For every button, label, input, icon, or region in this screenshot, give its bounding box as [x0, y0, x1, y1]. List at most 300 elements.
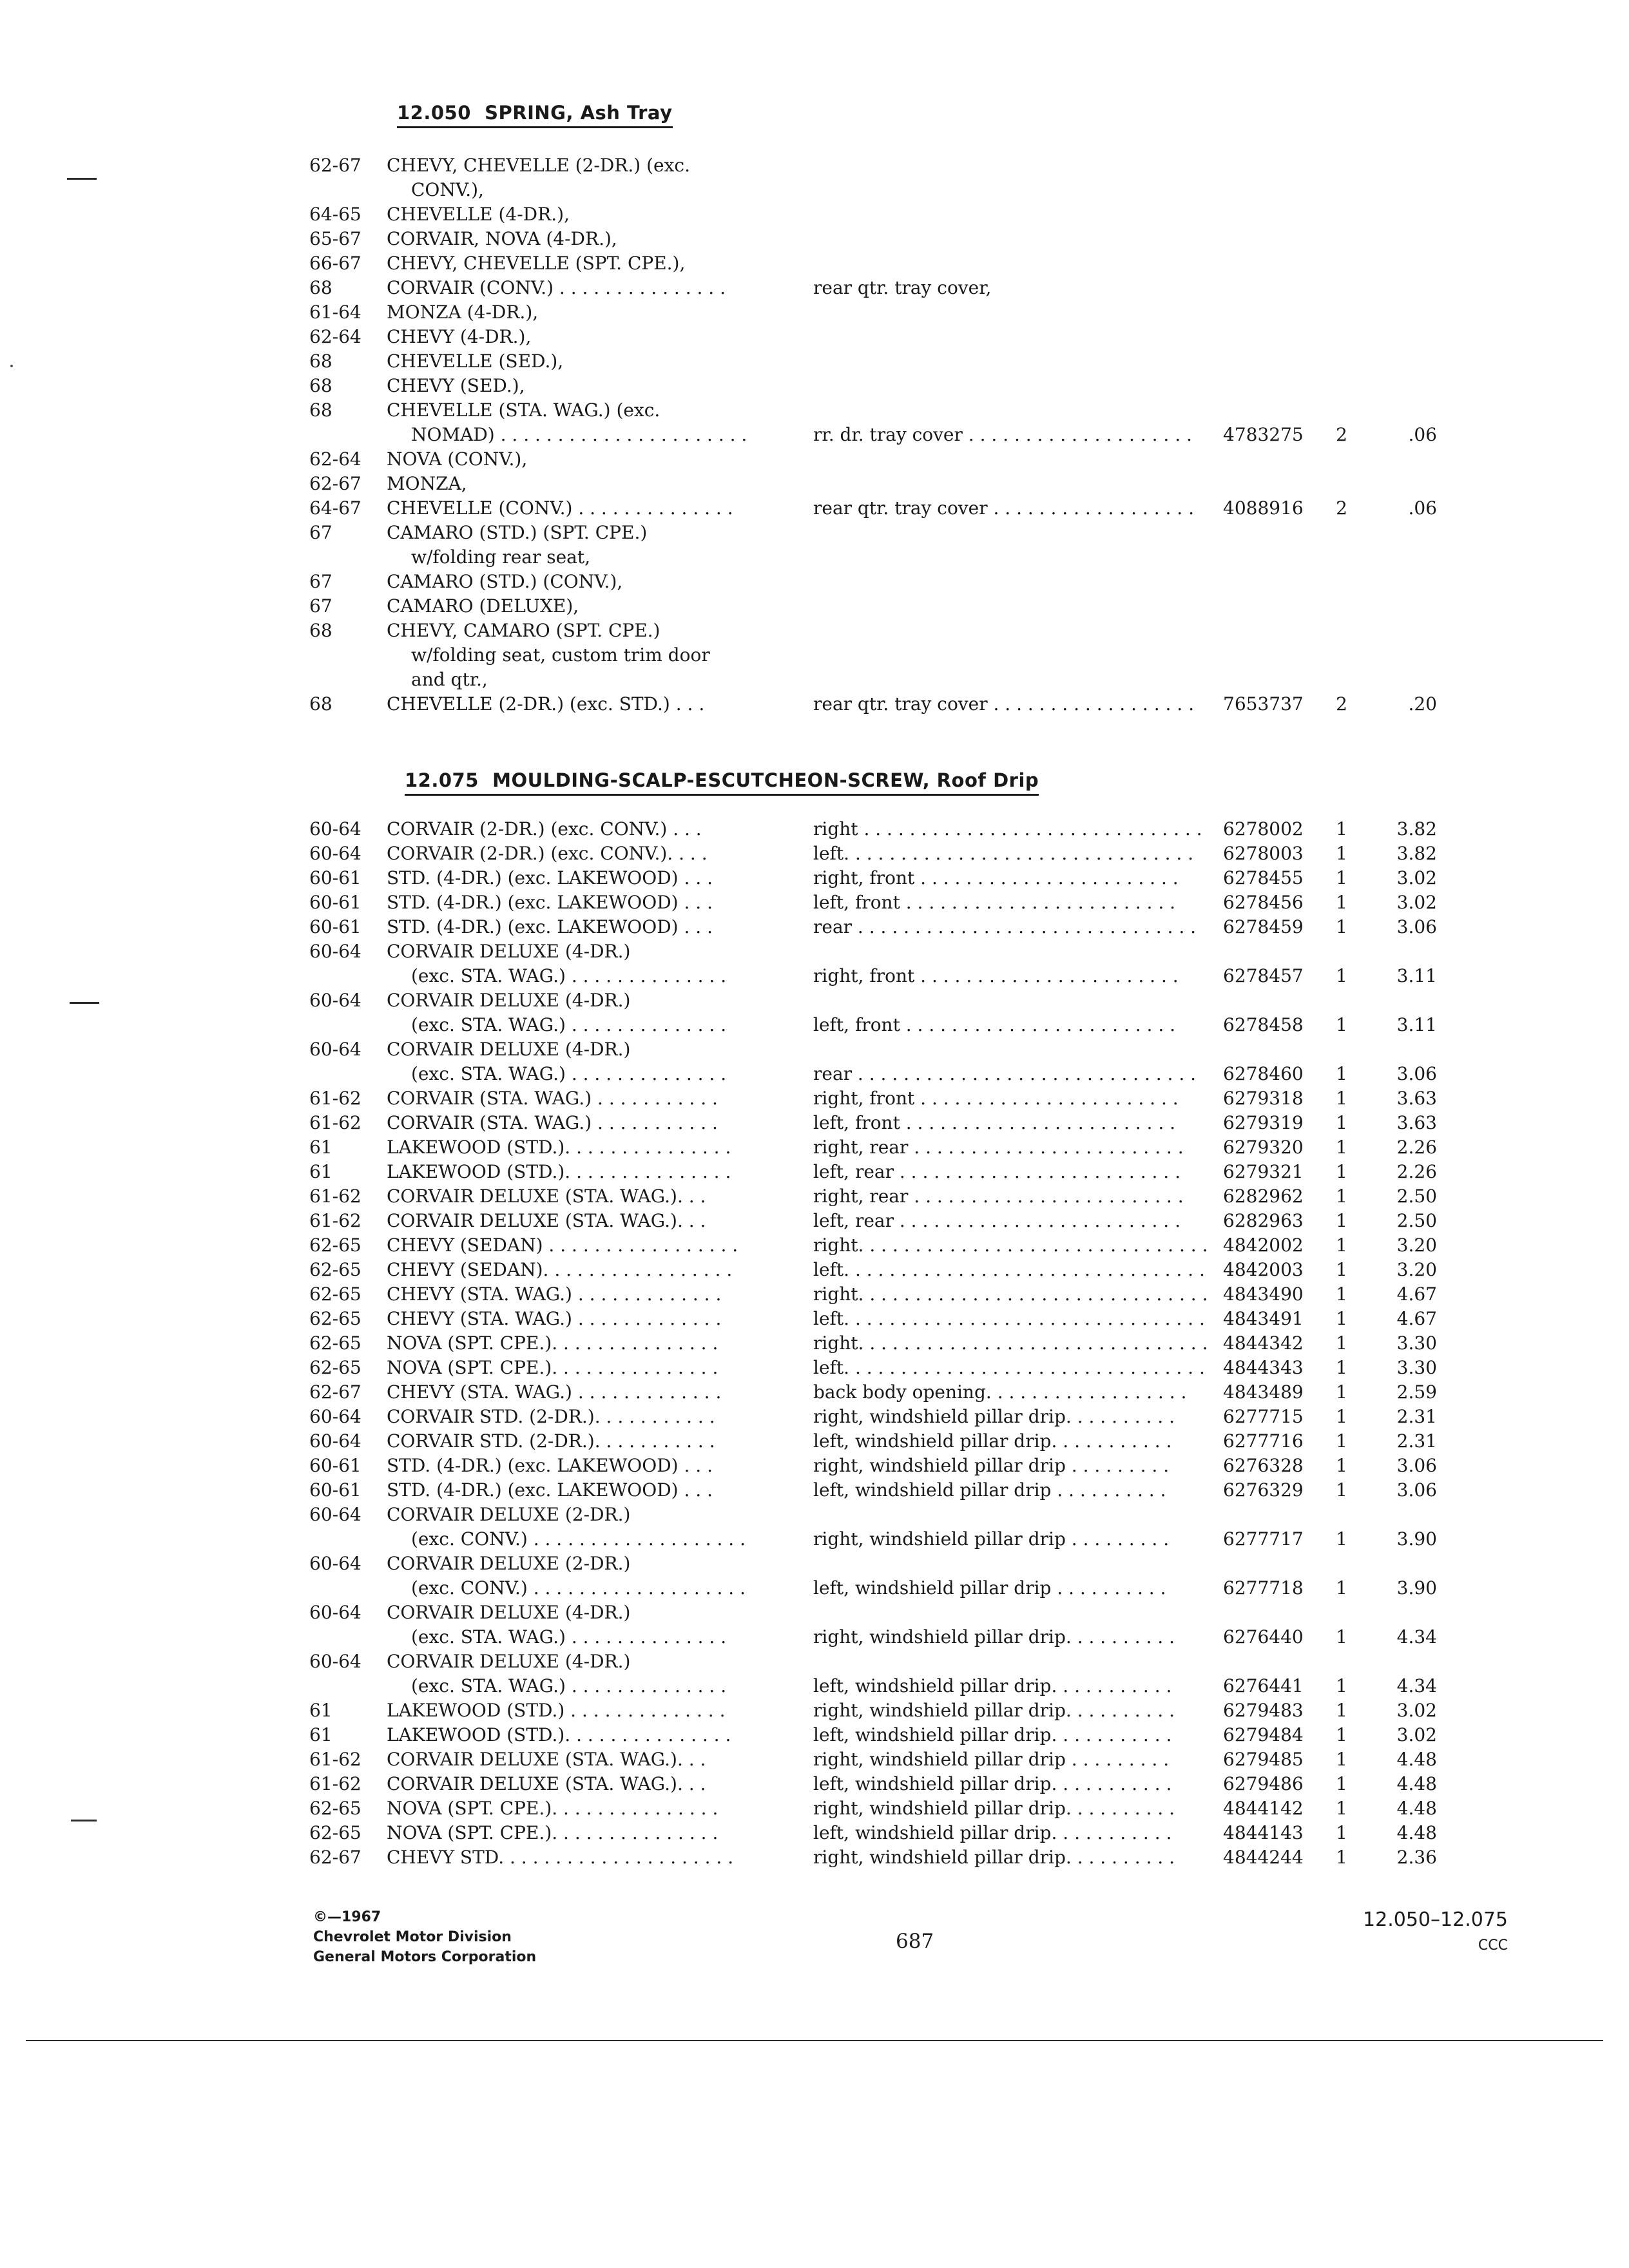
- catalog-entry: [0, 325, 1629, 349]
- model-years: 61-62: [309, 1773, 361, 1794]
- catalog-entry: [0, 1380, 1629, 1405]
- part-number: 6278460: [1223, 1063, 1304, 1084]
- quantity: 1: [1336, 1357, 1347, 1378]
- quantity: 1: [1336, 965, 1347, 986]
- part-description: left, windshield pillar drip . . . . . . . . . .: [813, 1577, 1166, 1599]
- model-line: CHEVY (STA. WAG.) . . . . . . . . . . . . .: [387, 1308, 722, 1329]
- model-line: NOVA (CONV.),: [387, 448, 528, 470]
- part-number: 6276328: [1223, 1455, 1304, 1476]
- part-number: 6278457: [1223, 965, 1304, 986]
- model-years: 60-64: [309, 1406, 361, 1427]
- model-description: [387, 251, 767, 276]
- part-number: 4844343: [1223, 1357, 1304, 1378]
- model-years: 61-64: [309, 302, 361, 323]
- model-description: [387, 1796, 767, 1821]
- part-number: 4783275: [1223, 424, 1304, 445]
- model-description: [387, 496, 767, 521]
- model-years: 60-61: [309, 1455, 361, 1476]
- model-years: 67: [309, 571, 333, 592]
- model-years: 61: [309, 1161, 333, 1182]
- model-line: NOVA (SPT. CPE.). . . . . . . . . . . . . . .: [387, 1822, 718, 1843]
- catalog-entry: [0, 692, 1629, 716]
- quantity: 1: [1336, 1259, 1347, 1280]
- part-description: rear qtr. tray cover,: [813, 277, 992, 298]
- group-range: 12.050–12.075: [1363, 1908, 1508, 1931]
- model-description: [387, 915, 767, 939]
- model-years: 65-67: [309, 228, 361, 249]
- quantity: 1: [1336, 1773, 1347, 1794]
- list-price: 3.02: [1396, 1724, 1437, 1745]
- list-price: 2.26: [1396, 1137, 1437, 1158]
- model-description: [387, 1429, 767, 1454]
- part-description: left, front . . . . . . . . . . . . . . . . . . . . . . . .: [813, 1112, 1176, 1133]
- list-price: 4.48: [1396, 1798, 1437, 1819]
- part-number: 4844342: [1223, 1332, 1304, 1354]
- list-price: 4.48: [1396, 1822, 1437, 1843]
- part-description: right, windshield pillar drip . . . . . . . . .: [813, 1749, 1170, 1770]
- catalog-entry: [0, 1723, 1629, 1747]
- model-line: CHEVELLE (SED.),: [387, 351, 564, 372]
- model-line-continued: CONV.),: [411, 179, 484, 200]
- model-years: 60-61: [309, 867, 361, 889]
- model-line: STD. (4-DR.) (exc. LAKEWOOD) . . .: [387, 1479, 713, 1501]
- model-line: CORVAIR, NOVA (4-DR.),: [387, 228, 617, 249]
- catalog-entry: [0, 1649, 1629, 1698]
- quantity: 1: [1336, 1210, 1347, 1231]
- catalog-entry: [0, 300, 1629, 325]
- part-number: 6282962: [1223, 1186, 1304, 1207]
- model-description: [387, 374, 767, 398]
- part-description: left, rear . . . . . . . . . . . . . . . . . . . . . . . . .: [813, 1210, 1181, 1231]
- list-price: 3.11: [1396, 965, 1437, 986]
- model-years: 60-64: [309, 990, 361, 1011]
- catalog-entry: [0, 1331, 1629, 1356]
- model-line-continued: (exc. CONV.) . . . . . . . . . . . . . . . . . . .: [411, 1528, 746, 1550]
- list-price: 3.63: [1396, 1088, 1437, 1109]
- catalog-entry: [0, 496, 1629, 521]
- model-line: CORVAIR (CONV.) . . . . . . . . . . . . . . .: [387, 277, 726, 298]
- quantity: 1: [1336, 1186, 1347, 1207]
- model-years: 61-62: [309, 1210, 361, 1231]
- model-description: [387, 1258, 767, 1282]
- model-years: 61-62: [309, 1112, 361, 1133]
- corporation-name: General Motors Corporation: [313, 1949, 537, 1965]
- model-description: [387, 1331, 767, 1356]
- list-price: 2.31: [1396, 1430, 1437, 1452]
- model-line: CORVAIR (2-DR.) (exc. CONV.) . . .: [387, 818, 702, 840]
- part-description: right, rear . . . . . . . . . . . . . . . . . . . . . . . .: [813, 1137, 1184, 1158]
- catalog-entry: [0, 1429, 1629, 1454]
- part-number: 6277716: [1223, 1430, 1304, 1452]
- part-number: 4843490: [1223, 1283, 1304, 1305]
- quantity: 1: [1336, 843, 1347, 864]
- quantity: 1: [1336, 1332, 1347, 1354]
- model-line: CHEVY (STA. WAG.) . . . . . . . . . . . . .: [387, 1283, 722, 1305]
- model-years: 67: [309, 522, 333, 543]
- quantity: 1: [1336, 916, 1347, 937]
- model-line-continued: and qtr.,: [411, 669, 488, 690]
- model-years: 66-67: [309, 253, 361, 274]
- part-description: back body opening. . . . . . . . . . . . . . . . . .: [813, 1381, 1187, 1403]
- model-description: [387, 202, 767, 227]
- part-description: right, rear . . . . . . . . . . . . . . . . . . . . . . . .: [813, 1186, 1184, 1207]
- quantity: 1: [1336, 818, 1347, 840]
- model-years: 68: [309, 375, 333, 396]
- list-price: 2.59: [1396, 1381, 1437, 1403]
- model-description: [387, 939, 767, 988]
- model-line-continued: (exc. STA. WAG.) . . . . . . . . . . . . . .: [411, 1675, 727, 1696]
- list-price: 3.90: [1396, 1577, 1437, 1599]
- list-price: 2.50: [1396, 1210, 1437, 1231]
- list-price: .06: [1408, 424, 1437, 445]
- list-price: 4.48: [1396, 1749, 1437, 1770]
- part-description: right, windshield pillar drip . . . . . . . . .: [813, 1528, 1170, 1550]
- model-line: CHEVY, CHEVELLE (2-DR.) (exc.: [387, 155, 690, 176]
- quantity: 1: [1336, 1014, 1347, 1035]
- section-entries-12-075: [0, 817, 1629, 1870]
- list-price: 4.48: [1396, 1773, 1437, 1794]
- catalog-entry: [0, 890, 1629, 915]
- model-line-continued: (exc. STA. WAG.) . . . . . . . . . . . . . .: [411, 965, 727, 986]
- list-price: .20: [1408, 693, 1437, 715]
- model-line-continued: (exc. CONV.) . . . . . . . . . . . . . . . . . . .: [411, 1577, 746, 1599]
- part-description: rear . . . . . . . . . . . . . . . . . . . . . . . . . . . . . .: [813, 916, 1197, 937]
- model-description: [387, 1233, 767, 1258]
- model-line: CORVAIR DELUXE (STA. WAG.). . .: [387, 1210, 706, 1231]
- model-line: MONZA,: [387, 473, 467, 494]
- heading-spacer: [479, 769, 492, 791]
- list-price: 3.06: [1396, 1455, 1437, 1476]
- model-years: 62-64: [309, 326, 361, 347]
- part-description: right, windshield pillar drip. . . . . . . . . .: [813, 1406, 1175, 1427]
- model-line: CHEVELLE (2-DR.) (exc. STD.) . . .: [387, 693, 705, 715]
- part-number: 6282963: [1223, 1210, 1304, 1231]
- model-line: MONZA (4-DR.),: [387, 302, 539, 323]
- model-line-continued: (exc. STA. WAG.) . . . . . . . . . . . . . .: [411, 1014, 727, 1035]
- quantity: 1: [1336, 1088, 1347, 1109]
- part-description: left. . . . . . . . . . . . . . . . . . . . . . . . . . . . . . . .: [813, 1259, 1205, 1280]
- model-description: [387, 1503, 767, 1552]
- catalog-entry: [0, 521, 1629, 570]
- model-description: [387, 227, 767, 251]
- part-number: 6278459: [1223, 916, 1304, 937]
- part-description: left, front . . . . . . . . . . . . . . . . . . . . . . . .: [813, 892, 1176, 913]
- model-line: STD. (4-DR.) (exc. LAKEWOOD) . . .: [387, 1455, 713, 1476]
- section-title: SPRING, Ash Tray: [485, 102, 673, 124]
- part-description: right, windshield pillar drip. . . . . . . . . .: [813, 1700, 1175, 1721]
- model-description: [387, 1160, 767, 1184]
- part-description: left. . . . . . . . . . . . . . . . . . . . . . . . . . . . . . . .: [813, 1308, 1205, 1329]
- quantity: 1: [1336, 1822, 1347, 1843]
- catalog-entry: [0, 1086, 1629, 1111]
- list-price: 4.34: [1396, 1626, 1437, 1648]
- list-price: 4.67: [1396, 1308, 1437, 1329]
- model-years: 62-65: [309, 1822, 361, 1843]
- part-description: left, windshield pillar drip. . . . . . . . . . .: [813, 1822, 1172, 1843]
- quantity: 1: [1336, 1063, 1347, 1084]
- list-price: 3.63: [1396, 1112, 1437, 1133]
- quantity: 1: [1336, 1700, 1347, 1721]
- model-years: 61-62: [309, 1749, 361, 1770]
- model-years: 68: [309, 399, 333, 421]
- model-description: [387, 866, 767, 890]
- catalog-entry: [0, 1698, 1629, 1723]
- part-description: right, front . . . . . . . . . . . . . . . . . . . . . . .: [813, 867, 1179, 889]
- model-description: [387, 1356, 767, 1380]
- list-price: 3.02: [1396, 892, 1437, 913]
- model-line: STD. (4-DR.) (exc. LAKEWOOD) . . .: [387, 867, 713, 889]
- quantity: 1: [1336, 1749, 1347, 1770]
- model-description: [387, 153, 767, 202]
- part-description: rear qtr. tray cover . . . . . . . . . . . . . . . . . .: [813, 693, 1194, 715]
- part-number: 4844143: [1223, 1822, 1304, 1843]
- model-line: LAKEWOOD (STD.). . . . . . . . . . . . . . .: [387, 1161, 731, 1182]
- section-title: MOULDING-SCALP-ESCUTCHEON-SCREW, Roof Drip: [492, 769, 1039, 791]
- list-price: 3.90: [1396, 1528, 1437, 1550]
- section-heading-12-050: [397, 102, 673, 128]
- part-description: left. . . . . . . . . . . . . . . . . . . . . . . . . . . . . . . .: [813, 1357, 1205, 1378]
- catalog-entry: [0, 1747, 1629, 1772]
- catalog-entry: [0, 1135, 1629, 1160]
- part-number: 6279319: [1223, 1112, 1304, 1133]
- part-number: 6276440: [1223, 1626, 1304, 1648]
- catalog-entry: [0, 227, 1629, 251]
- model-description: [387, 1649, 767, 1698]
- model-line: LAKEWOOD (STD.) . . . . . . . . . . . . . .: [387, 1700, 726, 1721]
- model-years: 60-64: [309, 1504, 361, 1525]
- model-description: [387, 890, 767, 915]
- quantity: 1: [1336, 1235, 1347, 1256]
- page-bottom-rule: [26, 2040, 1603, 2041]
- model-description: [387, 988, 767, 1037]
- catalog-entry: [0, 1184, 1629, 1209]
- part-description: right. . . . . . . . . . . . . . . . . . . . . . . . . . . . . . .: [813, 1283, 1208, 1305]
- part-number: 6278002: [1223, 818, 1304, 840]
- part-number: 6279484: [1223, 1724, 1304, 1745]
- model-description: [387, 1037, 767, 1086]
- model-line: STD. (4-DR.) (exc. LAKEWOOD) . . .: [387, 892, 713, 913]
- model-line: NOVA (SPT. CPE.). . . . . . . . . . . . . . .: [387, 1332, 718, 1354]
- heading-spacer: [471, 102, 485, 124]
- model-line: CORVAIR DELUXE (4-DR.): [387, 990, 631, 1011]
- list-price: .06: [1408, 497, 1437, 519]
- model-years: 67: [309, 595, 333, 617]
- model-line: CORVAIR STD. (2-DR.). . . . . . . . . . .: [387, 1430, 715, 1452]
- division-name: Chevrolet Motor Division: [313, 1929, 512, 1945]
- model-description: [387, 1184, 767, 1209]
- catalog-entry: [0, 1772, 1629, 1796]
- quantity: 1: [1336, 1675, 1347, 1696]
- model-years: 68: [309, 620, 333, 641]
- quantity: 1: [1336, 1626, 1347, 1648]
- quantity: 1: [1336, 1137, 1347, 1158]
- part-description: left, windshield pillar drip. . . . . . . . . . .: [813, 1773, 1172, 1794]
- model-description: [387, 1723, 767, 1747]
- section-entries-12-050: [0, 153, 1629, 716]
- model-line-continued: NOMAD) . . . . . . . . . . . . . . . . . . . . . .: [411, 424, 747, 445]
- model-years: 61: [309, 1137, 333, 1158]
- part-description: right. . . . . . . . . . . . . . . . . . . . . . . . . . . . . . .: [813, 1235, 1208, 1256]
- model-description: [387, 1135, 767, 1160]
- part-description: left, windshield pillar drip. . . . . . . . . . .: [813, 1675, 1172, 1696]
- quantity: 1: [1336, 1847, 1347, 1868]
- part-number: 6278458: [1223, 1014, 1304, 1035]
- model-description: [387, 1747, 767, 1772]
- model-description: [387, 692, 767, 716]
- model-years: 64-67: [309, 497, 361, 519]
- part-description: left, windshield pillar drip. . . . . . . . . . .: [813, 1724, 1172, 1745]
- quantity: 1: [1336, 1798, 1347, 1819]
- model-line: CORVAIR DELUXE (2-DR.): [387, 1504, 631, 1525]
- part-description: right, windshield pillar drip . . . . . . . . .: [813, 1455, 1170, 1476]
- part-number: 6277718: [1223, 1577, 1304, 1599]
- group-range-block: [1340, 1907, 1508, 1959]
- model-description: [387, 1552, 767, 1600]
- model-years: 62-67: [309, 1381, 361, 1403]
- model-description: [387, 398, 767, 447]
- catalog-entry: [0, 866, 1629, 890]
- list-price: 2.36: [1396, 1847, 1437, 1868]
- catalog-entry: [0, 1478, 1629, 1503]
- publisher-block: [313, 1907, 536, 1967]
- catalog-entry: [0, 817, 1629, 841]
- model-years: 60-61: [309, 892, 361, 913]
- list-price: 2.50: [1396, 1186, 1437, 1207]
- catalog-entry: [0, 1160, 1629, 1184]
- model-years: 60-64: [309, 1553, 361, 1574]
- quantity: 1: [1336, 1430, 1347, 1452]
- model-line-continued: (exc. STA. WAG.) . . . . . . . . . . . . . .: [411, 1626, 727, 1648]
- part-description: right, front . . . . . . . . . . . . . . . . . . . . . . .: [813, 965, 1179, 986]
- quantity: 1: [1336, 1528, 1347, 1550]
- list-price: 4.67: [1396, 1283, 1437, 1305]
- catalog-entry: [0, 1454, 1629, 1478]
- model-years: 60-64: [309, 941, 361, 962]
- catalog-entry: [0, 939, 1629, 988]
- model-description: [387, 276, 767, 300]
- model-description: [387, 1380, 767, 1405]
- model-line: CHEVY, CHEVELLE (SPT. CPE.),: [387, 253, 686, 274]
- model-line: CAMARO (STD.) (SPT. CPE.): [387, 522, 648, 543]
- model-years: 64-65: [309, 204, 361, 225]
- part-description: rear qtr. tray cover . . . . . . . . . . . . . . . . . .: [813, 497, 1194, 519]
- list-price: 3.06: [1396, 1479, 1437, 1501]
- model-description: [387, 1405, 767, 1429]
- model-description: [387, 349, 767, 374]
- section-code: 12.075: [405, 769, 479, 791]
- list-price: 3.06: [1396, 916, 1437, 937]
- part-description: rear . . . . . . . . . . . . . . . . . . . . . . . . . . . . . .: [813, 1063, 1197, 1084]
- model-line: CHEVY, CAMARO (SPT. CPE.): [387, 620, 660, 641]
- model-description: [387, 1209, 767, 1233]
- model-years: 62-65: [309, 1308, 361, 1329]
- quantity: 1: [1336, 1455, 1347, 1476]
- quantity: 1: [1336, 1479, 1347, 1501]
- model-line: LAKEWOOD (STD.). . . . . . . . . . . . . . .: [387, 1137, 731, 1158]
- list-price: 2.31: [1396, 1406, 1437, 1427]
- part-number: 6278455: [1223, 867, 1304, 889]
- part-number: 6279320: [1223, 1137, 1304, 1158]
- part-number: 7653737: [1223, 693, 1304, 715]
- catalog-entry: [0, 1356, 1629, 1380]
- catalog-entry: [0, 1282, 1629, 1307]
- catalog-entry: [0, 374, 1629, 398]
- model-years: 60-64: [309, 1039, 361, 1060]
- model-description: [387, 521, 767, 570]
- model-line: CORVAIR DELUXE (4-DR.): [387, 1651, 631, 1672]
- copyright: ©—1967: [313, 1909, 381, 1925]
- catalog-entry: [0, 1503, 1629, 1552]
- part-description: left, windshield pillar drip. . . . . . . . . . .: [813, 1430, 1172, 1452]
- part-description: right. . . . . . . . . . . . . . . . . . . . . . . . . . . . . . .: [813, 1332, 1208, 1354]
- model-description: [387, 594, 767, 619]
- model-line: CORVAIR DELUXE (STA. WAG.). . .: [387, 1773, 706, 1794]
- list-price: 3.30: [1396, 1332, 1437, 1354]
- catalog-entry: [0, 202, 1629, 227]
- model-years: 60-64: [309, 1430, 361, 1452]
- model-line: NOVA (SPT. CPE.). . . . . . . . . . . . . . .: [387, 1357, 718, 1378]
- catalog-entry: [0, 1111, 1629, 1135]
- model-years: 61: [309, 1700, 333, 1721]
- quantity: 1: [1336, 1161, 1347, 1182]
- quantity: 1: [1336, 1283, 1347, 1305]
- catalog-entry: [0, 1037, 1629, 1086]
- catalog-entry: [0, 276, 1629, 300]
- model-description: [387, 1454, 767, 1478]
- catalog-entry: [0, 1258, 1629, 1282]
- part-description: rr. dr. tray cover . . . . . . . . . . . . . . . . . . . .: [813, 424, 1192, 445]
- part-number: 4844142: [1223, 1798, 1304, 1819]
- model-description: [387, 1845, 767, 1870]
- part-number: 6279483: [1223, 1700, 1304, 1721]
- model-description: [387, 300, 767, 325]
- model-line: CORVAIR (STA. WAG.) . . . . . . . . . . .: [387, 1112, 718, 1133]
- catalog-entry: [0, 1796, 1629, 1821]
- model-description: [387, 1772, 767, 1796]
- model-line: CHEVELLE (CONV.) . . . . . . . . . . . . . .: [387, 497, 733, 519]
- part-number: 4843491: [1223, 1308, 1304, 1329]
- model-years: 62-65: [309, 1283, 361, 1305]
- catalog-entry: [0, 594, 1629, 619]
- model-description: [387, 325, 767, 349]
- quantity: 2: [1336, 424, 1347, 445]
- part-number: 6279318: [1223, 1088, 1304, 1109]
- model-years: 62-64: [309, 448, 361, 470]
- model-years: 62-65: [309, 1798, 361, 1819]
- part-number: 6276441: [1223, 1675, 1304, 1696]
- catalog-entry: [0, 988, 1629, 1037]
- model-years: 61: [309, 1724, 333, 1745]
- model-description: [387, 1478, 767, 1503]
- model-years: 60-64: [309, 818, 361, 840]
- model-line: NOVA (SPT. CPE.). . . . . . . . . . . . . . .: [387, 1798, 718, 1819]
- model-line: CORVAIR DELUXE (4-DR.): [387, 1039, 631, 1060]
- catalog-entry: [0, 251, 1629, 276]
- catalog-entry: [0, 841, 1629, 866]
- catalog-entry: [0, 472, 1629, 496]
- section-code: 12.050: [397, 102, 471, 124]
- model-years: 62-65: [309, 1332, 361, 1354]
- model-years: 62-67: [309, 155, 361, 176]
- model-line: CORVAIR DELUXE (STA. WAG.). . .: [387, 1186, 706, 1207]
- model-years: 60-64: [309, 843, 361, 864]
- list-price: 3.11: [1396, 1014, 1437, 1035]
- model-line: LAKEWOOD (STD.). . . . . . . . . . . . . . .: [387, 1724, 731, 1745]
- model-description: [387, 1600, 767, 1649]
- catalog-entry: [0, 1600, 1629, 1649]
- list-price: 3.82: [1396, 843, 1437, 864]
- model-years: 62-65: [309, 1235, 361, 1256]
